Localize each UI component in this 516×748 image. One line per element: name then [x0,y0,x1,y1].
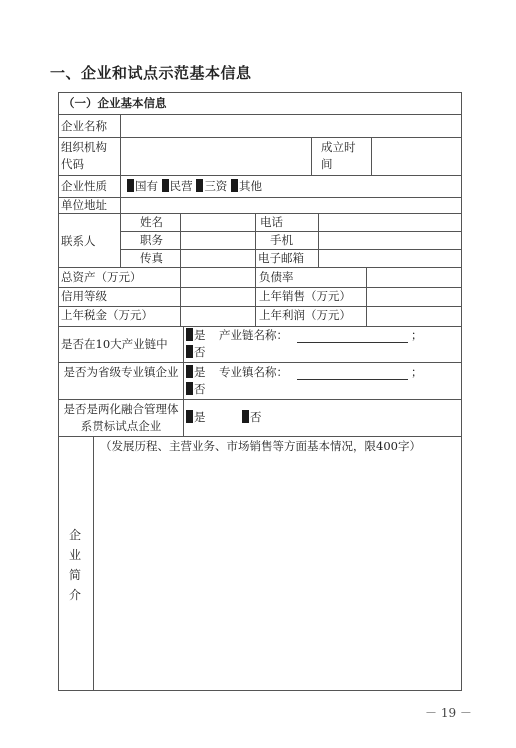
nature-option-foreign[interactable]: 三资 [196,179,227,193]
position-label: 职务 [140,233,163,247]
checkbox-icon [242,410,249,423]
checkbox-icon [162,179,169,192]
subsection-title: （一）企业基本信息 [63,96,167,110]
chain-semicolon: ； [411,328,423,342]
checkbox-icon [127,179,134,192]
checkbox-icon [231,179,238,192]
mobile-label: 手机 [270,233,293,247]
checkbox-icon [186,382,193,395]
debt-ratio-label: 负债率 [259,270,294,284]
intro-hint: （发展历程、主营业务、市场销售等方面基本情况，限400字） [100,439,421,453]
chain-name-field[interactable] [297,342,408,343]
town-yes-option[interactable]: 是 [186,365,206,379]
name-label: 姓名 [140,215,163,229]
town-no-option[interactable]: 否 [186,382,206,396]
fusion-yes-option[interactable]: 是 [186,410,206,424]
fax-label: 传真 [140,251,163,265]
last-year-profit-label: 上年利润（万元） [259,308,351,322]
last-year-sales-label: 上年销售（万元） [259,289,351,303]
org-code-label: 组织机构代码 [61,140,107,171]
checkbox-icon [186,365,193,378]
fusion-question: 是否是两化融合管理体系贯标试点企业 [63,402,179,433]
nature-option-state-owned[interactable]: 国有 [127,179,158,193]
page-number: － 19 － [425,706,472,720]
chain-no-option[interactable]: 否 [186,345,206,359]
address-label: 单位地址 [61,198,107,212]
company-info-form [58,92,462,691]
town-name-field[interactable] [297,379,408,380]
checkbox-icon [196,179,203,192]
chain-name-label: 产业链名称： [219,328,288,342]
email-label: 电子邮箱 [258,251,304,265]
nature-label: 企业性质 [61,179,107,193]
checkbox-icon [186,328,193,341]
section-title: 一、企业和试点示范基本信息 [50,64,252,82]
last-year-tax-label: 上年税金（万元） [61,308,153,322]
chain-yes-option[interactable]: 是 [186,328,206,342]
nature-option-private[interactable]: 民营 [162,179,193,193]
town-semicolon: ； [411,365,423,379]
established-label: 成立时间 [321,140,356,171]
nature-options [127,179,262,193]
total-assets-label: 总资产（万元） [61,270,142,284]
town-name-label: 专业镇名称： [219,365,288,379]
intro-label: 企业简介 [68,528,81,602]
chain-question: 是否在10大产业链中 [61,337,168,351]
fusion-no-option[interactable]: 否 [242,410,262,424]
checkbox-icon [186,345,193,358]
intro-textarea[interactable] [94,454,460,688]
town-question: 是否为省级专业镇企业 [63,365,179,379]
contact-label: 联系人 [61,234,96,248]
checkbox-icon [186,410,193,423]
phone-label: 电话 [260,215,283,229]
credit-rating-label: 信用等级 [61,289,107,303]
company-name-label: 企业名称 [61,119,107,133]
nature-option-other[interactable]: 其他 [231,179,262,193]
